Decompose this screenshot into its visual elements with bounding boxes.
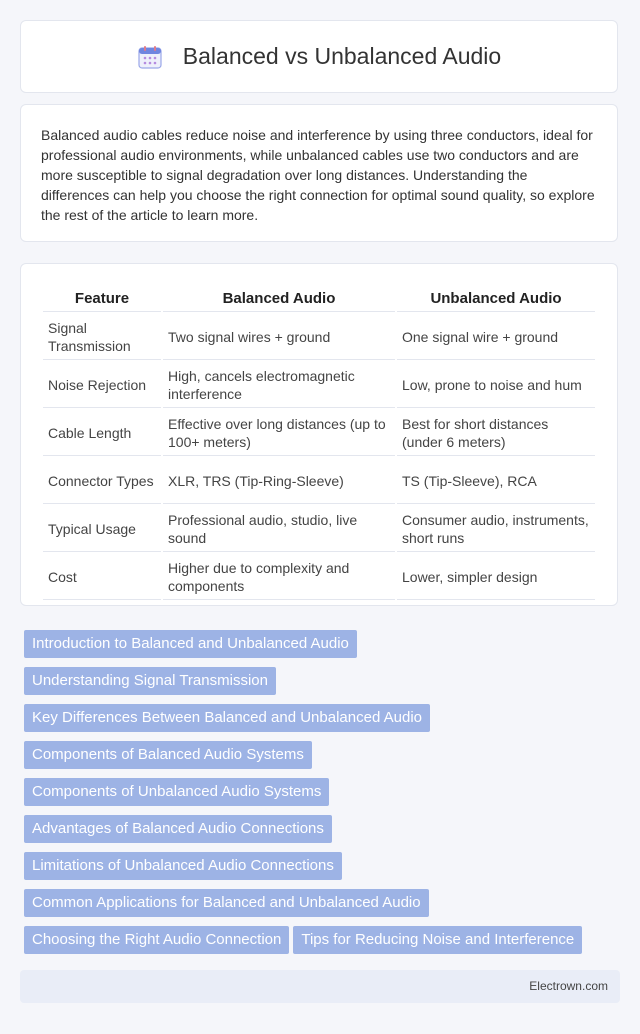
cell-feature: Connector Types [43, 458, 161, 504]
link-balanced-components[interactable]: Components of Balanced Audio Systems [24, 741, 312, 769]
intro-text: Balanced audio cables reduce noise and interference by using three conductors, ideal for professional audio environments, while unbalanced cables use two conductors and are more susceptible to signal degradation over long distances. Understanding the differences can help you choose the right connection for optimal sound quality, so explore the rest of the article to learn more. [41, 127, 595, 223]
cell-balanced: Higher due to complexity and components [163, 554, 395, 600]
link-balanced-advantages[interactable]: Advantages of Balanced Audio Connections [24, 815, 332, 843]
table-row [43, 314, 595, 360]
cell-feature: Cost [43, 554, 161, 600]
cell-balanced: Professional audio, studio, live sound [163, 506, 395, 552]
table-row [43, 362, 595, 408]
table-header-row [43, 286, 595, 312]
cell-unbalanced: Lower, simpler design [397, 554, 595, 600]
cell-feature: Noise Rejection [43, 362, 161, 408]
link-reducing-noise[interactable]: Tips for Reducing Noise and Interference [293, 926, 582, 954]
cell-unbalanced: Best for short distances (under 6 meters) [397, 410, 595, 456]
header-balanced: Balanced Audio [163, 286, 395, 312]
comparison-card [20, 263, 618, 606]
header-feature: Feature [43, 286, 161, 312]
link-key-differences[interactable]: Key Differences Between Balanced and Unbalanced Audio [24, 704, 430, 732]
header-unbalanced: Unbalanced Audio [397, 286, 595, 312]
page-title: Balanced vs Unbalanced Audio [182, 43, 502, 69]
table-row [43, 410, 595, 456]
link-unbalanced-limitations[interactable]: Limitations of Unbalanced Audio Connections [24, 852, 342, 880]
link-unbalanced-components[interactable]: Components of Unbalanced Audio Systems [24, 778, 329, 806]
footer [20, 970, 620, 1003]
cell-unbalanced: Consumer audio, instruments, short runs [397, 506, 595, 552]
intro-card [20, 104, 618, 242]
table-row [43, 458, 595, 504]
cell-balanced: High, cancels electromagnetic interference [163, 362, 395, 408]
link-common-applications[interactable]: Common Applications for Balanced and Unbalanced Audio [24, 889, 429, 917]
cell-feature: Cable Length [43, 410, 161, 456]
cell-balanced: Two signal wires + ground [163, 314, 395, 360]
cell-feature: Signal Transmission [43, 314, 161, 360]
table-row [43, 554, 595, 600]
cell-unbalanced: One signal wire + ground [397, 314, 595, 360]
cell-balanced: XLR, TRS (Tip-Ring-Sleeve) [163, 458, 395, 504]
link-signal-transmission[interactable]: Understanding Signal Transmission [24, 667, 276, 695]
cell-unbalanced: TS (Tip-Sleeve), RCA [397, 458, 595, 504]
calendar-icon [137, 44, 163, 70]
link-choosing-connection[interactable]: Choosing the Right Audio Connection [24, 926, 289, 954]
table-row [43, 506, 595, 552]
page-header [20, 20, 618, 93]
cell-unbalanced: Low, prone to noise and hum [397, 362, 595, 408]
cell-feature: Typical Usage [43, 506, 161, 552]
footer-brand[interactable]: Electrown.com [529, 979, 608, 993]
cell-balanced: Effective over long distances (up to 100+ meters) [163, 410, 395, 456]
link-introduction[interactable]: Introduction to Balanced and Unbalanced Audio [24, 630, 357, 658]
comparison-table [41, 284, 597, 602]
topic-links [20, 630, 620, 963]
